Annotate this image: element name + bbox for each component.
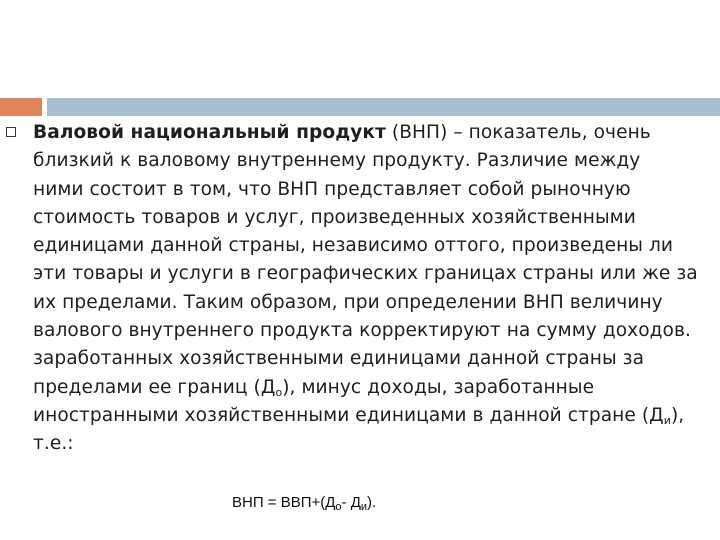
text-line-3: ними состоит в том, что ВНП представляет собой рыночную	[33, 178, 631, 200]
square-bullet-icon	[6, 127, 16, 137]
text-line-6: эти товары и услуги в географических границах страны или же за	[33, 263, 698, 285]
text-line-9: заработанных хозяйственными единицами данной страны за	[33, 348, 645, 370]
text-line-11: иностранными хозяйственными единицами в данной стране $(Д_и)$,	[33, 404, 685, 427]
text-line-8: валового внутреннего продукта корректируют на сумму доходов.	[33, 320, 691, 342]
term-bold: Валовой национальный продукт	[33, 122, 386, 143]
text-line-7: их пределами. Таким образом, при определении ВНП величину	[33, 291, 663, 313]
gnp-formula: ВНП = $ВВП+(Д_о-$ $Д_и$).	[232, 494, 377, 513]
definition-paragraph	[33, 119, 715, 459]
text-line-5: единицами данной страны, независимо оттого, произведены ли	[33, 235, 674, 257]
accent-bar-orange	[0, 98, 42, 116]
text-line-2: близкий к валовому внутреннему продукту. Различие между	[33, 150, 641, 172]
accent-bar-blue	[47, 98, 720, 116]
text-line-10: пределами ее границ $(Д_о)$, минус доходы, заработанные	[33, 376, 595, 399]
text-line-4: стоимость товаров и услуг, произведенных хозяйственными	[33, 206, 636, 228]
text-line-12: т.е.:	[33, 433, 74, 455]
text-line-1: Валовой национальный продукт (ВНП) – показатель, очень	[33, 122, 651, 143]
